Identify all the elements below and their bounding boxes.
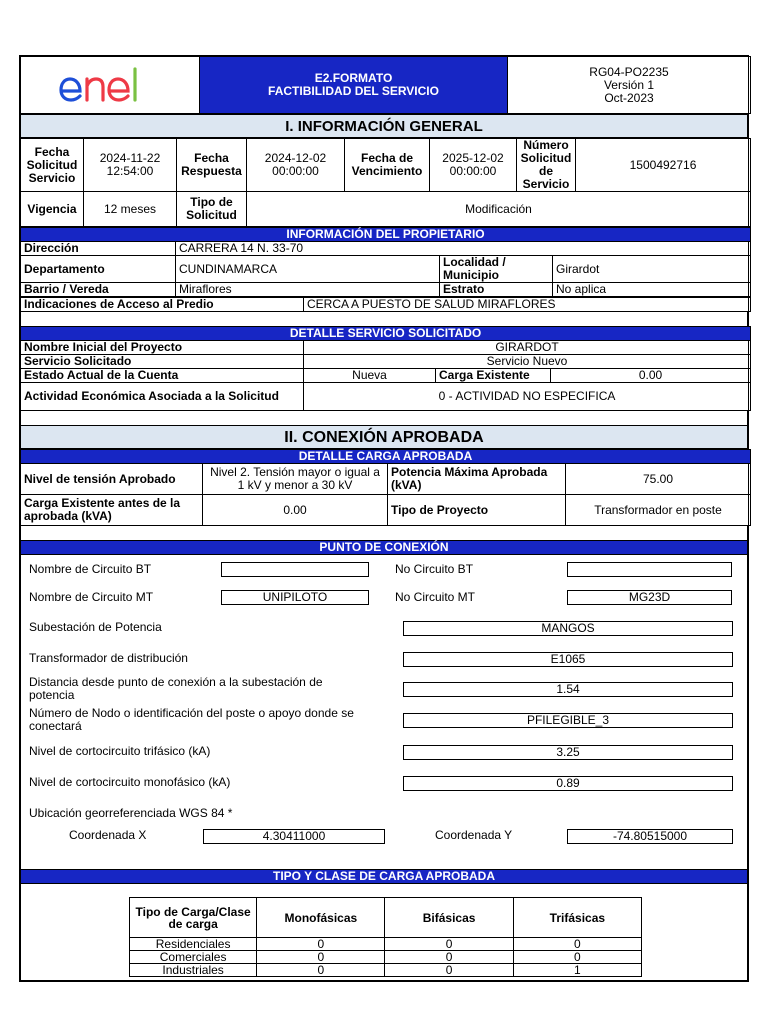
potencia-value: 75.00 — [566, 464, 751, 495]
transformador-field: E1065 — [403, 652, 733, 667]
actividad-value: 0 - ACTIVIDAD NO ESPECIFICA — [304, 383, 751, 411]
fecha-vencimiento-date: 2025-12-02 — [442, 151, 504, 165]
fecha-solicitud-date: 2024-11-22 — [99, 151, 161, 165]
carga-existente-label: Carga Existente — [436, 369, 551, 383]
general-info-section — [20, 114, 748, 138]
servicio-label: Servicio Solicitado — [21, 355, 304, 369]
vigencia-label: Vigencia — [21, 192, 84, 227]
document-code: RG04-PO2235 — [589, 64, 669, 79]
spacer — [20, 312, 748, 326]
servicio-value: Servicio Nuevo — [304, 355, 751, 369]
section-title-tipo-clase: TIPO Y CLASE DE CARGA APROBADA — [21, 870, 748, 884]
section-title-propietario: INFORMACIÓN DEL PROPIETARIO — [21, 228, 751, 242]
logo-cell — [21, 57, 200, 114]
no-circuito-mt-label: No Circuito MT — [395, 590, 476, 604]
connection-point-panel — [20, 555, 748, 869]
direccion-value: CARRERA 14 N. 33-70 — [176, 242, 751, 256]
coord-y-field: -74.80515000 — [567, 829, 733, 844]
enel-logo-icon — [58, 65, 162, 105]
nivel-tension-label: Nivel de tensión Aprobado — [21, 464, 203, 495]
ubicacion-label: Ubicación georreferenciada WGS 84 * — [29, 806, 233, 820]
estado-label: Estado Actual de la Cuenta — [21, 369, 304, 383]
general-info-table — [20, 138, 751, 227]
section-title-servicio: DETALLE SERVICIO SOLICITADO — [21, 327, 751, 341]
connection-point-header — [20, 540, 748, 555]
enel-logo — [24, 57, 196, 113]
document-date: Oct-2023 — [604, 90, 654, 105]
row-mono: 0 — [257, 951, 385, 964]
coord-y-label: Coordenada Y — [435, 828, 513, 842]
row-mono: 0 — [257, 938, 385, 951]
fecha-solicitud-label: Fecha Solicitud Servicio — [21, 139, 84, 192]
spacer — [20, 411, 748, 425]
header-monofasicas: Monofásicas — [257, 898, 385, 938]
actividad-label: Actividad Económica Asociada a la Solicitud — [21, 383, 304, 411]
row-bi: 0 — [385, 964, 513, 977]
distancia-field: 1.54 — [403, 682, 733, 697]
cc-monofasico-field: 0.89 — [403, 776, 733, 791]
circuito-mt-label: Nombre de Circuito MT — [29, 590, 154, 604]
document-version: Versión 1 — [603, 77, 655, 92]
row-bi: 0 — [385, 938, 513, 951]
distancia-label: Distancia desde punto de conexión a la subestación de potencia — [29, 675, 323, 702]
cc-monofasico-label: Nivel de cortocircuito monofásico (kA) — [29, 775, 231, 789]
nodo-label: Número de Nodo o identificación del poste o apoyo donde se conectará — [29, 706, 354, 733]
estrato-value: No aplica — [553, 283, 751, 297]
fecha-vencimiento-label: Fecha de Vencimiento — [345, 139, 430, 192]
coord-x-label: Coordenada X — [69, 828, 147, 842]
section-title-detalle-carga: DETALLE CARGA APROBADA — [21, 450, 751, 464]
subestacion-label: Subestación de Potencia — [29, 620, 162, 634]
row-label: Comerciales — [130, 951, 257, 964]
departamento-label: Departamento — [21, 256, 176, 283]
tipo-proyecto-value: Transformador en poste — [566, 495, 751, 526]
fecha-respuesta-date: 2024-12-02 — [264, 151, 327, 165]
no-circuito-bt-label: No Circuito BT — [395, 562, 474, 576]
carga-antes-value: 0.00 — [203, 495, 388, 526]
subestacion-field: MANGOS — [403, 621, 733, 636]
carga-antes-label: Carga Existente antes de la aprobada (kVA) — [21, 495, 203, 526]
numero-solicitud-value: 1500492716 — [576, 139, 751, 192]
barrio-label: Barrio / Vereda — [21, 283, 176, 297]
document-code-cell — [508, 57, 751, 114]
nivel-tension-value: Nivel 2. Tensión mayor o igual a 1 kV y menor a 30 kV — [203, 464, 388, 495]
transformador-label: Transformador de distribución — [29, 651, 188, 665]
row-label: Residenciales — [130, 938, 257, 951]
indicaciones-value: CERCA A PUESTO DE SALUD MIRAFLORES — [304, 298, 751, 312]
cc-trifasico-label: Nivel de cortocircuito trifásico (kA) — [29, 744, 211, 758]
access-info-table — [20, 297, 751, 312]
nombre-proyecto-label: Nombre Inicial del Proyecto — [21, 341, 304, 355]
connection-section — [20, 425, 748, 449]
indicaciones-label: Indicaciones de Acceso al Predio — [21, 298, 304, 312]
spacer — [20, 526, 748, 540]
document-title — [200, 57, 508, 114]
localidad-value: Girardot — [553, 256, 751, 283]
carga-existente-value: 0.00 — [551, 369, 751, 383]
header-tipo-carga: Tipo de Carga/Clase de carga — [130, 898, 257, 938]
cc-trifasico-field: 3.25 — [403, 745, 733, 760]
header-bifasicas: Bifásicas — [385, 898, 513, 938]
fecha-solicitud-time: 12:54:00 — [106, 164, 154, 178]
row-tri: 0 — [513, 951, 641, 964]
estrato-label: Estrato — [440, 283, 553, 297]
load-type-panel — [20, 884, 748, 981]
header-trifasicas: Trifásicas — [513, 898, 641, 938]
load-type-header — [20, 869, 748, 884]
circuito-bt-field — [221, 562, 369, 577]
row-tri: 0 — [513, 938, 641, 951]
row-mono: 0 — [257, 964, 385, 977]
row-bi: 0 — [385, 951, 513, 964]
fecha-respuesta-value — [247, 139, 345, 192]
fecha-solicitud-value — [84, 139, 177, 192]
section-title-punto: PUNTO DE CONEXIÓN — [21, 541, 748, 555]
coord-x-field: 4.30411000 — [203, 829, 385, 844]
row-label: Industriales — [130, 964, 257, 977]
nodo-field: PFILEGIBLE_3 — [403, 713, 733, 728]
fecha-respuesta-time: 00:00:00 — [272, 164, 319, 178]
no-circuito-bt-field — [567, 562, 732, 577]
owner-info-table — [20, 227, 751, 297]
section-title-general: I. INFORMACIÓN GENERAL — [21, 115, 748, 138]
document-page — [19, 55, 749, 982]
direccion-label: Dirección — [21, 242, 176, 256]
fecha-vencimiento-time: 00:00:00 — [449, 164, 497, 178]
departamento-value: CUNDINAMARCA — [176, 256, 440, 283]
title-line-1: E2.FORMATO — [314, 71, 393, 85]
fecha-vencimiento-value — [430, 139, 517, 192]
vigencia-value: 12 meses — [84, 192, 177, 227]
tipo-solicitud-value: Modificación — [247, 192, 751, 227]
tipo-proyecto-label: Tipo de Proyecto — [388, 495, 566, 526]
circuito-mt-field: UNIPILOTO — [221, 590, 369, 605]
numero-solicitud-label: Número Solicitud de Servicio — [517, 139, 576, 192]
nombre-proyecto-value: GIRARDOT — [304, 341, 751, 355]
row-tri: 1 — [513, 964, 641, 977]
title-line-2: FACTIBILIDAD DEL SERVICIO — [268, 84, 439, 98]
fecha-respuesta-label: Fecha Respuesta — [177, 139, 247, 192]
approved-load-table — [20, 449, 751, 526]
estado-value: Nueva — [304, 369, 436, 383]
tipo-solicitud-label: Tipo de Solicitud — [177, 192, 247, 227]
localidad-label: Localidad / Municipio — [440, 256, 553, 283]
service-detail-table — [20, 326, 751, 411]
section-title-conexion: II. CONEXIÓN APROBADA — [21, 426, 748, 449]
no-circuito-mt-field: MG23D — [567, 590, 732, 605]
circuito-bt-label: Nombre de Circuito BT — [29, 562, 152, 576]
load-type-table — [129, 897, 642, 977]
barrio-value: Miraflores — [176, 283, 440, 297]
potencia-label: Potencia Máxima Aprobada (kVA) — [388, 464, 566, 495]
document-header — [20, 56, 751, 114]
